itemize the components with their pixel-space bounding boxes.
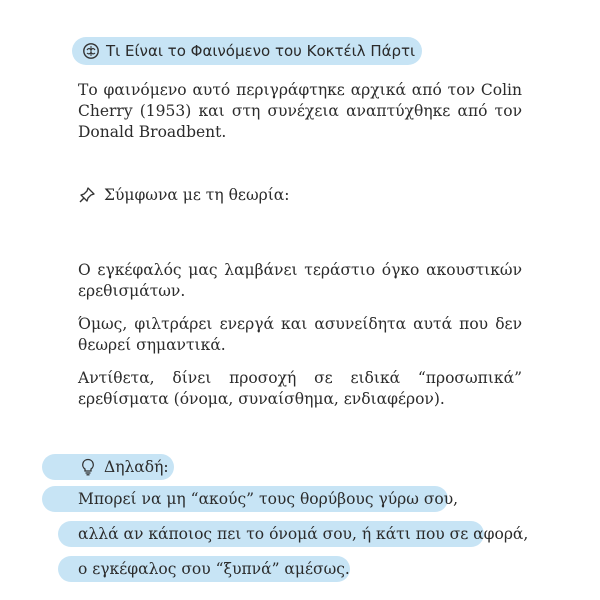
theory-heading-row <box>78 186 289 204</box>
theory-point: Ο εγκέφαλός μας λαμβάνει τεράστιο όγκο ακουστικών ερεθισμάτων. <box>78 261 522 300</box>
summary-heading: Δηλαδή: <box>104 458 169 476</box>
pushpin-icon <box>78 186 96 204</box>
theory-point: Όμως, φιλτράρει ενεργά και ασυνείδητα αυτά που δεν θεωρεί σημαντικά. <box>78 315 522 354</box>
summary-line-highlight <box>42 486 459 512</box>
intro-paragraph: Το φαινόμενο αυτό περιγράφτηκε αρχικά από τον Colin Cherry (1953) και στη συνέχεια αναπτύχθηκε από τον Donald Broadbent. <box>78 81 522 141</box>
summary-line: Μπορεί να μη “ακούς” τους θορύβους γύρω σου, <box>78 490 459 508</box>
page-title: Τι Είναι το Φαινόμενο του Κοκτέιλ Πάρτι <box>106 42 416 60</box>
theory-heading: Σύμφωνα με τη θεωρία: <box>104 186 290 204</box>
summary-line-highlight <box>58 556 350 582</box>
lightbulb-icon <box>80 458 96 476</box>
summary-line: ο εγκέφαλος σου “ξυπνά” αμέσως. <box>78 560 350 578</box>
summary-heading-highlight <box>42 454 174 480</box>
summary-line: αλλά αν κάποιος πει το όνομά σου, ή κάτι που σε αφορά, <box>78 525 529 543</box>
theory-point: Αντίθετα, δίνει προσοχή σε ειδικά “προσωπικά” ερεθίσματα (όνομα, συναίσθημα, ενδιαφέρον). <box>78 369 522 408</box>
summary-line-highlight <box>58 521 529 547</box>
brain-icon <box>82 42 100 60</box>
title-highlight <box>72 37 422 65</box>
